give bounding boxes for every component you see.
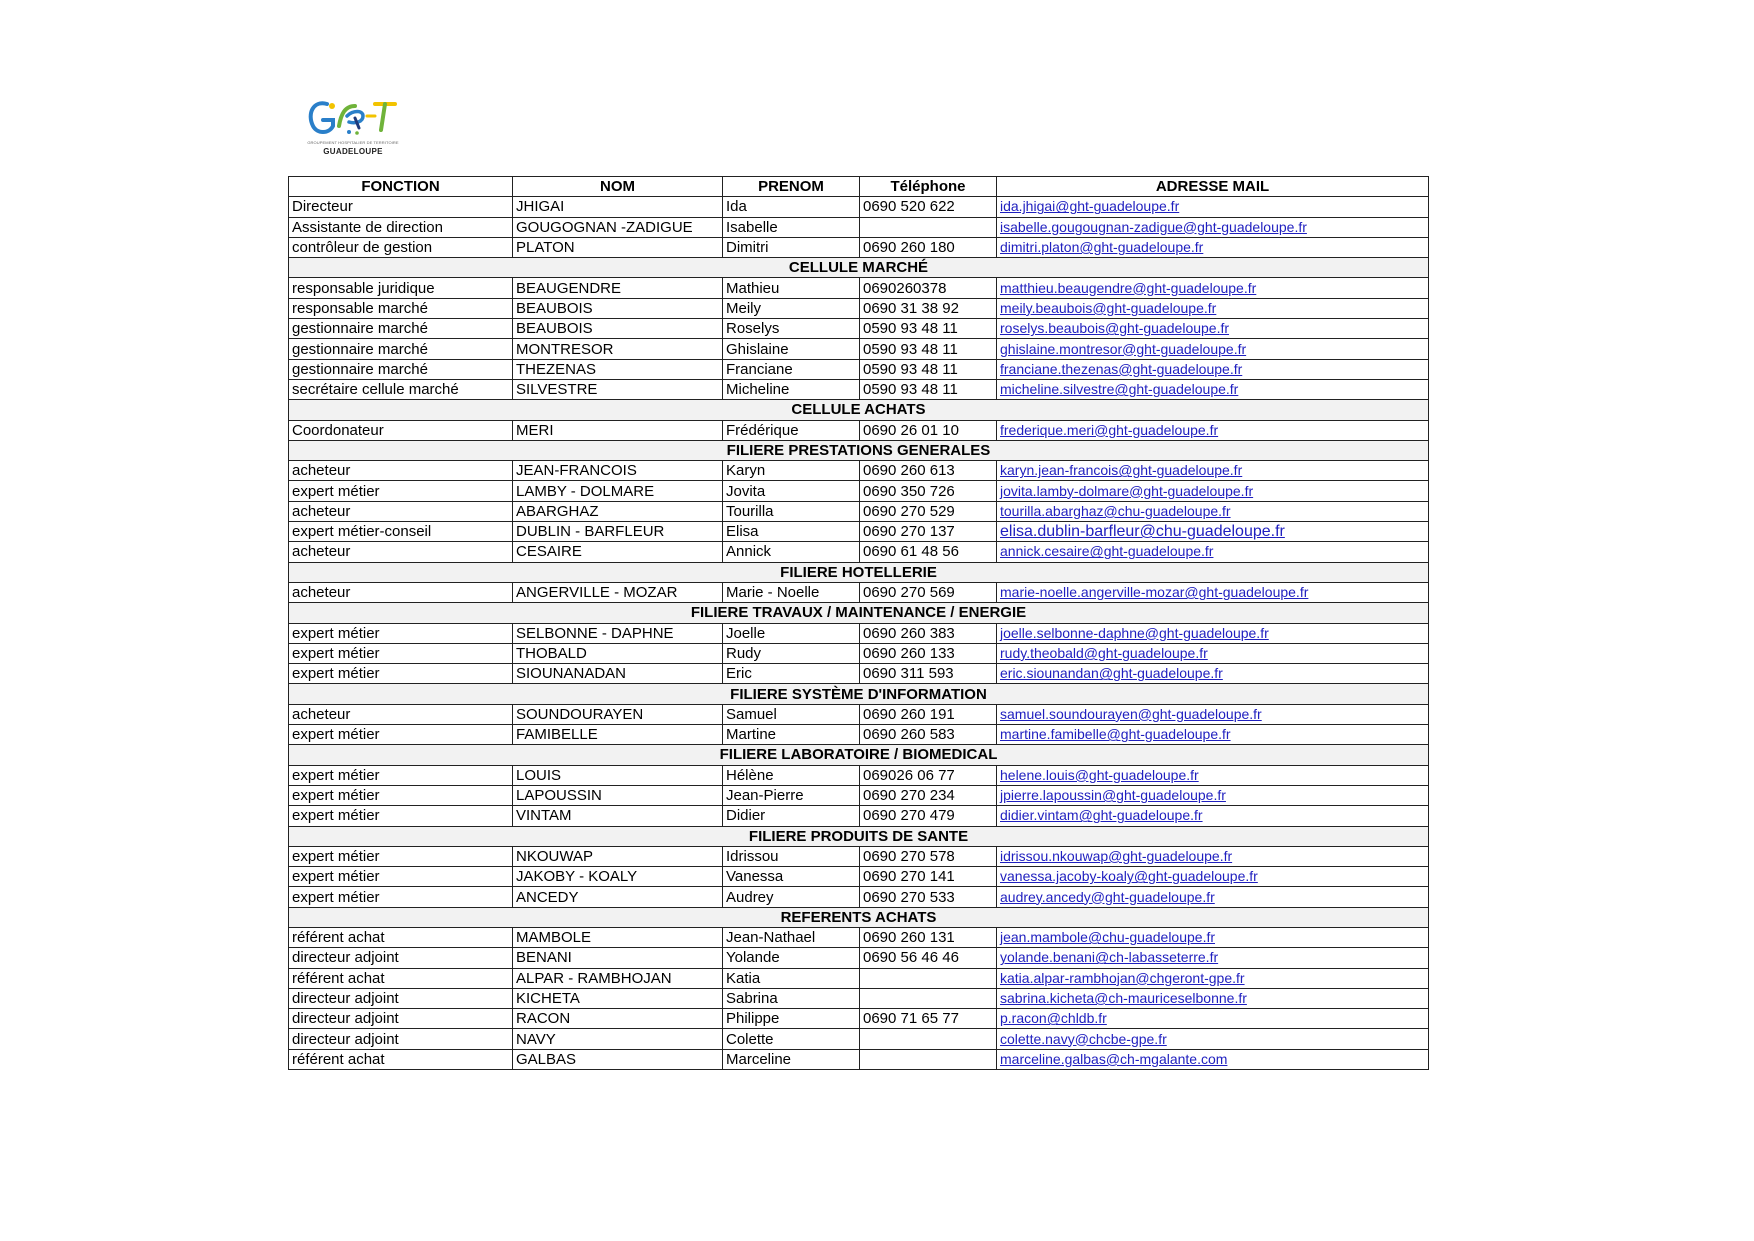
table-row [289, 481, 1429, 501]
email-link[interactable]: vanessa.jacoby-koaly@ght-guadeloupe.fr [1000, 868, 1258, 885]
email-link[interactable]: micheline.silvestre@ght-guadeloupe.fr [1000, 381, 1239, 398]
email-link[interactable]: katia.alpar-rambhojan@chgeront-gpe.fr [1000, 969, 1245, 986]
cell-prenom: Karyn [723, 461, 860, 481]
cell-prenom: Franciane [723, 359, 860, 379]
table-row [289, 948, 1429, 968]
section-header-row [289, 603, 1429, 623]
cell-fonction: expert métier [289, 846, 513, 866]
cell-fonction: gestionnaire marché [289, 359, 513, 379]
cell-fonction: référent achat [289, 1049, 513, 1069]
cell-fonction: directeur adjoint [289, 1009, 513, 1029]
cell-telephone: 0690 260 180 [860, 237, 997, 257]
cell-telephone: 0690 61 48 56 [860, 542, 997, 562]
email-link[interactable]: joelle.selbonne-daphne@ght-guadeloupe.fr [1000, 624, 1269, 641]
cell-prenom: Rudy [723, 643, 860, 663]
cell-fonction: gestionnaire marché [289, 339, 513, 359]
email-link[interactable]: elisa.dublin-barfleur@chu-guadeloupe.fr [1000, 523, 1285, 541]
cell-nom: JHIGAI [513, 197, 723, 217]
cell-adresse-mail [997, 197, 1429, 217]
cell-fonction: responsable marché [289, 298, 513, 318]
email-link[interactable]: matthieu.beaugendre@ght-guadeloupe.fr [1000, 279, 1257, 296]
ght-logo [305, 96, 401, 164]
section-header-row [289, 440, 1429, 460]
cell-adresse-mail [997, 501, 1429, 521]
cell-fonction: acheteur [289, 582, 513, 602]
cell-prenom: Eric [723, 664, 860, 684]
cell-fonction: acheteur [289, 704, 513, 724]
cell-nom: GOUGOGNAN -ZADIGUE [513, 217, 723, 237]
cell-prenom: Micheline [723, 379, 860, 399]
cell-adresse-mail [997, 379, 1429, 399]
cell-prenom: Meily [723, 298, 860, 318]
section-header-row [289, 745, 1429, 765]
cell-adresse-mail [997, 948, 1429, 968]
cell-prenom: Martine [723, 725, 860, 745]
cell-prenom: Mathieu [723, 278, 860, 298]
table-row [289, 278, 1429, 298]
cell-nom: LOUIS [513, 765, 723, 785]
table-row [289, 968, 1429, 988]
cell-nom: MONTRESOR [513, 339, 723, 359]
table-row [289, 217, 1429, 237]
cell-telephone: 0690 270 533 [860, 887, 997, 907]
cell-adresse-mail [997, 664, 1429, 684]
table-row [289, 643, 1429, 663]
cell-adresse-mail [997, 582, 1429, 602]
table-row [289, 359, 1429, 379]
cell-fonction: acheteur [289, 501, 513, 521]
cell-telephone: 0690 260 131 [860, 927, 997, 947]
table-row [289, 867, 1429, 887]
cell-nom: BEAUBOIS [513, 319, 723, 339]
cell-telephone: 0690 270 234 [860, 785, 997, 805]
section-header-row [289, 907, 1429, 927]
email-link[interactable]: didier.vintam@ght-guadeloupe.fr [1000, 807, 1203, 824]
cell-nom: ANGERVILLE - MOZAR [513, 582, 723, 602]
table-row [289, 339, 1429, 359]
cell-fonction: gestionnaire marché [289, 319, 513, 339]
email-link[interactable]: meily.beaubois@ght-guadeloupe.fr [1000, 299, 1217, 316]
cell-adresse-mail [997, 481, 1429, 501]
table-body [289, 197, 1429, 1070]
cell-adresse-mail [997, 867, 1429, 887]
cell-nom: GALBAS [513, 1049, 723, 1069]
cell-fonction: Coordonateur [289, 420, 513, 440]
cell-prenom: Jovita [723, 481, 860, 501]
cell-telephone [860, 1049, 997, 1069]
cell-telephone: 0690 350 726 [860, 481, 997, 501]
email-link[interactable]: frederique.meri@ght-guadeloupe.fr [1000, 421, 1219, 438]
email-link[interactable]: sabrina.kicheta@ch-mauriceselbonne.fr [1000, 990, 1247, 1007]
cell-telephone: 0690 520 622 [860, 197, 997, 217]
email-link[interactable]: karyn.jean-francois@ght-guadeloupe.fr [1000, 462, 1243, 479]
cell-adresse-mail [997, 887, 1429, 907]
cell-nom: JAKOBY - KOALY [513, 867, 723, 887]
cell-adresse-mail [997, 522, 1429, 542]
cell-prenom: Philippe [723, 1009, 860, 1029]
cell-telephone: 0590 93 48 11 [860, 339, 997, 359]
cell-adresse-mail [997, 461, 1429, 481]
cell-telephone: 0690 71 65 77 [860, 1009, 997, 1029]
cell-nom: ABARGHAZ [513, 501, 723, 521]
cell-prenom: Joelle [723, 623, 860, 643]
cell-prenom: Annick [723, 542, 860, 562]
section-header-row [289, 258, 1429, 278]
cell-telephone: 0590 93 48 11 [860, 379, 997, 399]
cell-adresse-mail [997, 319, 1429, 339]
email-link[interactable]: dimitri.platon@ght-guadeloupe.fr [1000, 239, 1204, 256]
email-link[interactable]: yolande.benani@ch-labasseterre.fr [1000, 949, 1219, 966]
contacts-table [288, 176, 1429, 1070]
section-title: FILIERE PRESTATIONS GENERALES [289, 440, 1429, 460]
email-link[interactable]: marceline.galbas@ch-mgalante.com [1000, 1050, 1228, 1067]
cell-telephone: 0690 270 137 [860, 522, 997, 542]
cell-telephone: 0690 56 46 46 [860, 948, 997, 968]
cell-prenom: Roselys [723, 319, 860, 339]
cell-adresse-mail [997, 217, 1429, 237]
cell-telephone: 0590 93 48 11 [860, 319, 997, 339]
cell-nom: ANCEDY [513, 887, 723, 907]
email-link[interactable]: marie-noelle.angerville-mozar@ght-guadeloupe.fr [1000, 584, 1309, 601]
cell-fonction: expert métier [289, 664, 513, 684]
header-fonction: FONCTION [289, 177, 513, 197]
section-title: FILIERE PRODUITS DE SANTE [289, 826, 1429, 846]
cell-fonction: contrôleur de gestion [289, 237, 513, 257]
cell-fonction: responsable juridique [289, 278, 513, 298]
email-link[interactable]: tourilla.abarghaz@chu-guadeloupe.fr [1000, 502, 1231, 519]
email-link[interactable]: idrissou.nkouwap@ght-guadeloupe.fr [1000, 847, 1233, 864]
table-row [289, 725, 1429, 745]
cell-prenom: Elisa [723, 522, 860, 542]
cell-prenom: Samuel [723, 704, 860, 724]
table-row [289, 237, 1429, 257]
email-link[interactable]: samuel.soundourayen@ght-guadeloupe.fr [1000, 705, 1262, 722]
email-link[interactable]: audrey.ancedy@ght-guadeloupe.fr [1000, 888, 1215, 905]
cell-adresse-mail [997, 643, 1429, 663]
cell-telephone: 0690 270 529 [860, 501, 997, 521]
email-link[interactable]: jpierre.lapoussin@ght-guadeloupe.fr [1000, 787, 1226, 804]
table-row [289, 846, 1429, 866]
logo-caption: GROUPEMENT HOSPITALIER DE TERRITOIRE [307, 140, 399, 145]
cell-fonction: expert métier-conseil [289, 522, 513, 542]
cell-fonction: expert métier [289, 806, 513, 826]
cell-prenom: Marceline [723, 1049, 860, 1069]
cell-telephone: 0690 270 479 [860, 806, 997, 826]
cell-nom: SELBONNE - DAPHNE [513, 623, 723, 643]
table-row [289, 988, 1429, 1008]
cell-telephone: 0690 260 583 [860, 725, 997, 745]
email-link[interactable]: jovita.lamby-dolmare@ght-guadeloupe.fr [1000, 482, 1254, 499]
cell-prenom: Colette [723, 1029, 860, 1049]
cell-prenom: Jean-Nathael [723, 927, 860, 947]
cell-telephone: 0690 31 38 92 [860, 298, 997, 318]
table-row [289, 1029, 1429, 1049]
cell-fonction: secrétaire cellule marché [289, 379, 513, 399]
cell-prenom: Audrey [723, 887, 860, 907]
email-link[interactable]: p.racon@chldb.fr [1000, 1010, 1107, 1027]
header-adresse-mail: ADRESSE MAIL [997, 177, 1429, 197]
cell-telephone [860, 968, 997, 988]
email-link[interactable]: ghislaine.montresor@ght-guadeloupe.fr [1000, 340, 1247, 357]
email-link[interactable]: roselys.beaubois@ght-guadeloupe.fr [1000, 320, 1230, 337]
cell-telephone [860, 1029, 997, 1049]
cell-nom: MAMBOLE [513, 927, 723, 947]
cell-nom: VINTAM [513, 806, 723, 826]
header-telephone: Téléphone [860, 177, 997, 197]
header-nom: NOM [513, 177, 723, 197]
table-row [289, 379, 1429, 399]
table-row [289, 765, 1429, 785]
section-header-row [289, 400, 1429, 420]
email-link[interactable]: annick.cesaire@ght-guadeloupe.fr [1000, 543, 1214, 560]
cell-nom: PLATON [513, 237, 723, 257]
section-title: CELLULE MARCHÉ [289, 258, 1429, 278]
table-row [289, 1009, 1429, 1029]
cell-telephone: 0690 260 613 [860, 461, 997, 481]
cell-nom: BENANI [513, 948, 723, 968]
cell-adresse-mail [997, 542, 1429, 562]
email-link[interactable]: jean.mambole@chu-guadeloupe.fr [1000, 929, 1216, 946]
cell-adresse-mail [997, 988, 1429, 1008]
cell-fonction: acheteur [289, 542, 513, 562]
cell-fonction: expert métier [289, 481, 513, 501]
cell-adresse-mail [997, 1029, 1429, 1049]
cell-adresse-mail [997, 927, 1429, 947]
cell-nom: MERI [513, 420, 723, 440]
cell-adresse-mail [997, 339, 1429, 359]
email-link[interactable]: isabelle.gougougnan-zadigue@ght-guadeloupe.fr [1000, 218, 1307, 235]
cell-nom: ALPAR - RAMBHOJAN [513, 968, 723, 988]
email-link[interactable]: martine.famibelle@ght-guadeloupe.fr [1000, 726, 1231, 743]
cell-adresse-mail [997, 785, 1429, 805]
table-row [289, 461, 1429, 481]
cell-prenom: Jean-Pierre [723, 785, 860, 805]
table-row [289, 664, 1429, 684]
table-row [289, 704, 1429, 724]
table-row [289, 887, 1429, 907]
header-prenom: PRENOM [723, 177, 860, 197]
cell-prenom: Marie - Noelle [723, 582, 860, 602]
table-row [289, 197, 1429, 217]
cell-nom: SOUNDOURAYEN [513, 704, 723, 724]
cell-adresse-mail [997, 765, 1429, 785]
section-header-row [289, 826, 1429, 846]
table-row [289, 1049, 1429, 1069]
email-link[interactable]: rudy.theobald@ght-guadeloupe.fr [1000, 644, 1208, 661]
cell-nom: SILVESTRE [513, 379, 723, 399]
cell-prenom: Isabelle [723, 217, 860, 237]
cell-adresse-mail [997, 846, 1429, 866]
cell-adresse-mail [997, 298, 1429, 318]
cell-prenom: Yolande [723, 948, 860, 968]
cell-fonction: référent achat [289, 968, 513, 988]
cell-fonction: expert métier [289, 623, 513, 643]
ght-logo-mark [305, 96, 401, 140]
table-row [289, 623, 1429, 643]
cell-telephone: 069026 06 77 [860, 765, 997, 785]
table-row [289, 785, 1429, 805]
cell-adresse-mail [997, 1009, 1429, 1029]
cell-nom: CESAIRE [513, 542, 723, 562]
cell-telephone: 0590 93 48 11 [860, 359, 997, 379]
cell-telephone: 0690 311 593 [860, 664, 997, 684]
cell-adresse-mail [997, 1049, 1429, 1069]
table-row [289, 319, 1429, 339]
cell-prenom: Tourilla [723, 501, 860, 521]
table-row [289, 522, 1429, 542]
cell-adresse-mail [997, 806, 1429, 826]
section-title: FILIERE HOTELLERIE [289, 562, 1429, 582]
cell-nom: NKOUWAP [513, 846, 723, 866]
cell-prenom: Dimitri [723, 237, 860, 257]
cell-adresse-mail [997, 237, 1429, 257]
cell-nom: SIOUNANADAN [513, 664, 723, 684]
cell-telephone [860, 217, 997, 237]
cell-fonction: expert métier [289, 765, 513, 785]
cell-fonction: acheteur [289, 461, 513, 481]
cell-nom: LAPOUSSIN [513, 785, 723, 805]
cell-telephone: 0690 260 191 [860, 704, 997, 724]
section-header-row [289, 684, 1429, 704]
cell-nom: NAVY [513, 1029, 723, 1049]
cell-adresse-mail [997, 359, 1429, 379]
cell-prenom: Katia [723, 968, 860, 988]
section-title: REFERENTS ACHATS [289, 907, 1429, 927]
cell-fonction: expert métier [289, 643, 513, 663]
email-link[interactable]: ida.jhigai@ght-guadeloupe.fr [1000, 198, 1180, 215]
cell-prenom: Vanessa [723, 867, 860, 887]
cell-adresse-mail [997, 278, 1429, 298]
cell-fonction: expert métier [289, 785, 513, 805]
cell-fonction: expert métier [289, 887, 513, 907]
table-row [289, 582, 1429, 602]
table-row [289, 542, 1429, 562]
email-link[interactable]: helene.louis@ght-guadeloupe.fr [1000, 766, 1199, 783]
cell-adresse-mail [997, 968, 1429, 988]
cell-adresse-mail [997, 704, 1429, 724]
section-title: FILIERE TRAVAUX / MAINTENANCE / ENERGIE [289, 603, 1429, 623]
cell-telephone: 0690 270 578 [860, 846, 997, 866]
cell-nom: JEAN-FRANCOIS [513, 461, 723, 481]
cell-prenom: Idrissou [723, 846, 860, 866]
table-row [289, 420, 1429, 440]
table-row [289, 806, 1429, 826]
cell-fonction: référent achat [289, 927, 513, 947]
cell-telephone [860, 988, 997, 1008]
email-link[interactable]: colette.navy@chcbe-gpe.fr [1000, 1030, 1167, 1047]
cell-fonction: directeur adjoint [289, 948, 513, 968]
cell-fonction: Assistante de direction [289, 217, 513, 237]
cell-fonction: expert métier [289, 867, 513, 887]
section-header-row [289, 562, 1429, 582]
cell-fonction: Directeur [289, 197, 513, 217]
logo-name: GUADELOUPE [323, 147, 383, 156]
section-title: FILIERE SYSTÈME D'INFORMATION [289, 684, 1429, 704]
cell-nom: RACON [513, 1009, 723, 1029]
table-row [289, 501, 1429, 521]
cell-fonction: directeur adjoint [289, 988, 513, 1008]
cell-prenom: Sabrina [723, 988, 860, 1008]
cell-telephone: 0690 270 141 [860, 867, 997, 887]
section-title: FILIERE LABORATOIRE / BIOMEDICAL [289, 745, 1429, 765]
cell-prenom: Ida [723, 197, 860, 217]
table-row [289, 298, 1429, 318]
table-row [289, 927, 1429, 947]
cell-adresse-mail [997, 623, 1429, 643]
section-title: CELLULE ACHATS [289, 400, 1429, 420]
cell-nom: KICHETA [513, 988, 723, 1008]
cell-fonction: directeur adjoint [289, 1029, 513, 1049]
cell-telephone: 0690 260 133 [860, 643, 997, 663]
cell-prenom: Hélène [723, 765, 860, 785]
cell-prenom: Ghislaine [723, 339, 860, 359]
cell-telephone: 0690 26 01 10 [860, 420, 997, 440]
cell-prenom: Didier [723, 806, 860, 826]
cell-prenom: Frédérique [723, 420, 860, 440]
email-link[interactable]: franciane.thezenas@ght-guadeloupe.fr [1000, 360, 1243, 377]
email-link[interactable]: eric.siounandan@ght-guadeloupe.fr [1000, 665, 1223, 682]
cell-telephone: 0690260378 [860, 278, 997, 298]
cell-nom: FAMIBELLE [513, 725, 723, 745]
cell-nom: LAMBY - DOLMARE [513, 481, 723, 501]
cell-nom: BEAUBOIS [513, 298, 723, 318]
cell-adresse-mail [997, 420, 1429, 440]
cell-telephone: 0690 270 569 [860, 582, 997, 602]
cell-adresse-mail [997, 725, 1429, 745]
cell-nom: BEAUGENDRE [513, 278, 723, 298]
table-header-row [289, 177, 1429, 197]
cell-nom: THOBALD [513, 643, 723, 663]
cell-telephone: 0690 260 383 [860, 623, 997, 643]
cell-fonction: expert métier [289, 725, 513, 745]
cell-nom: DUBLIN - BARFLEUR [513, 522, 723, 542]
cell-nom: THEZENAS [513, 359, 723, 379]
